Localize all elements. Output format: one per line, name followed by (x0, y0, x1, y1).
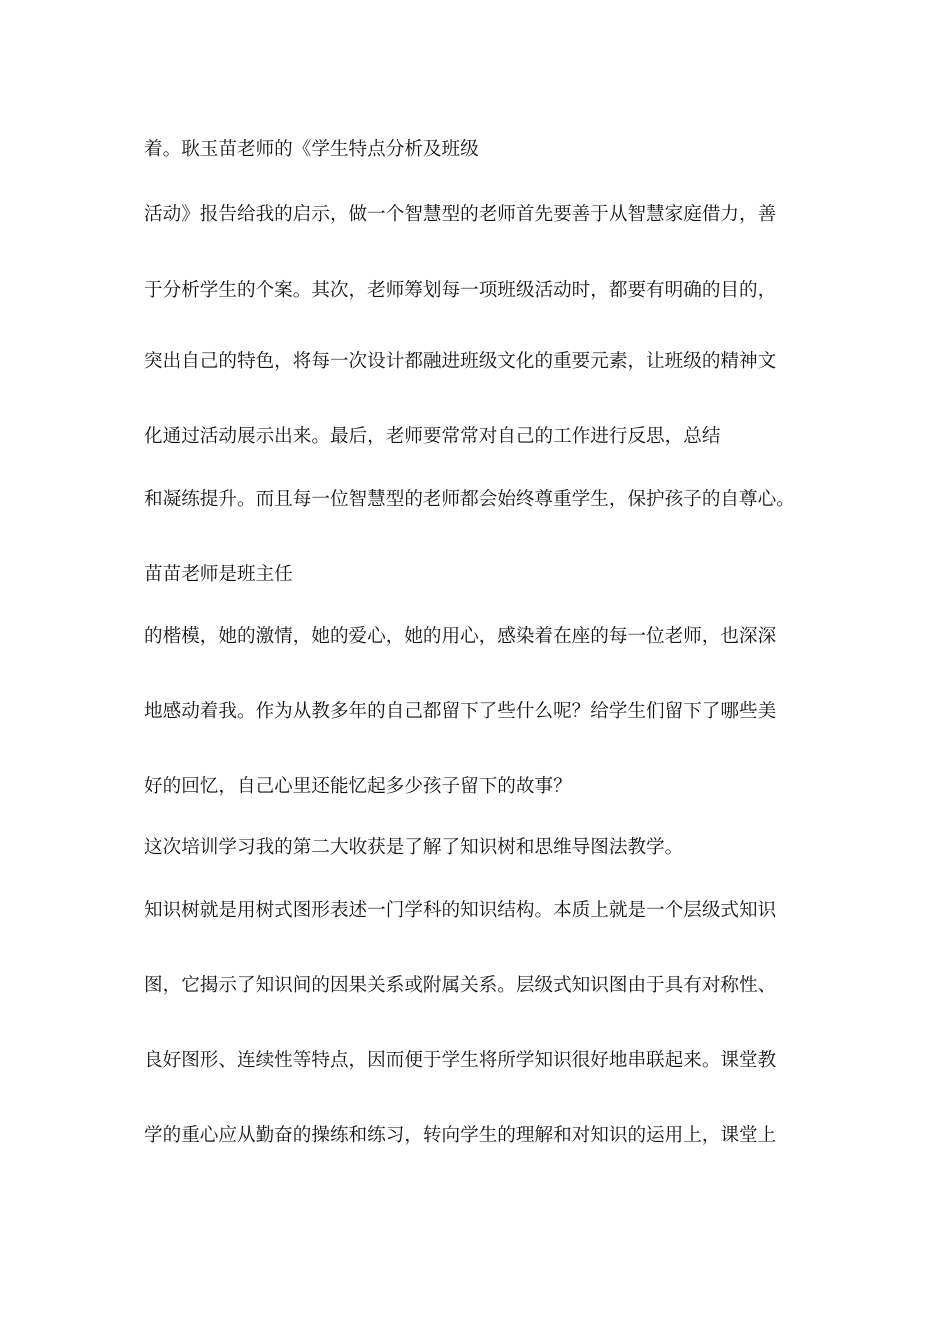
text-line-12: 知识树就是用树式图形表述一门学科的知识结构。本质上就是一个层级式知识 (144, 900, 777, 921)
text-line-13: 图，它揭示了知识间的因果关系或附属关系。层级式知识图由于具有对称性、 (144, 975, 777, 996)
text-line-11: 这次培训学习我的第二大收获是了解了知识树和思维导图法教学。 (144, 837, 684, 858)
text-line-8: 的楷模，她的激情，她的爱心，她的用心，感染着在座的每一位老师，也深深 (144, 626, 777, 647)
text-line-14: 良好图形、连续性等特点，因而便于学生将所学知识很好地串联起来。课堂教 (144, 1050, 777, 1071)
text-line-4: 突出自己的特色，将每一次设计都融进班级文化的重要元素，让班级的精神文 (144, 351, 777, 372)
text-line-9: 地感动着我。作为从教多年的自己都留下了些什么呢？给学生们留下了哪些美 (144, 701, 777, 722)
text-line-15: 学的重心应从勤奋的操练和练习，转向学生的理解和对知识的运用上，课堂上 (144, 1125, 777, 1146)
text-line-3: 于分析学生的个案。其次，老师筹划每一项班级活动时，都要有明确的目的， (144, 280, 777, 301)
text-line-7: 苗苗老师是班主任 (144, 564, 293, 585)
text-line-2: 活动》报告给我的启示，做一个智慧型的老师首先要善于从智慧家庭借力，善 (144, 204, 777, 225)
text-line-6: 和凝练提升。而且每一位智慧型的老师都会始终尊重学生，保护孩子的自尊心。 (144, 489, 795, 510)
text-line-10: 好的回忆，自己心里还能忆起多少孩子留下的故事？ (144, 776, 572, 797)
text-line-1: 着。耿玉苗老师的《学生特点分析及班级 (144, 139, 479, 160)
text-line-5: 化通过活动展示出来。最后，老师要常常对自己的工作进行反思，总结 (144, 426, 721, 447)
